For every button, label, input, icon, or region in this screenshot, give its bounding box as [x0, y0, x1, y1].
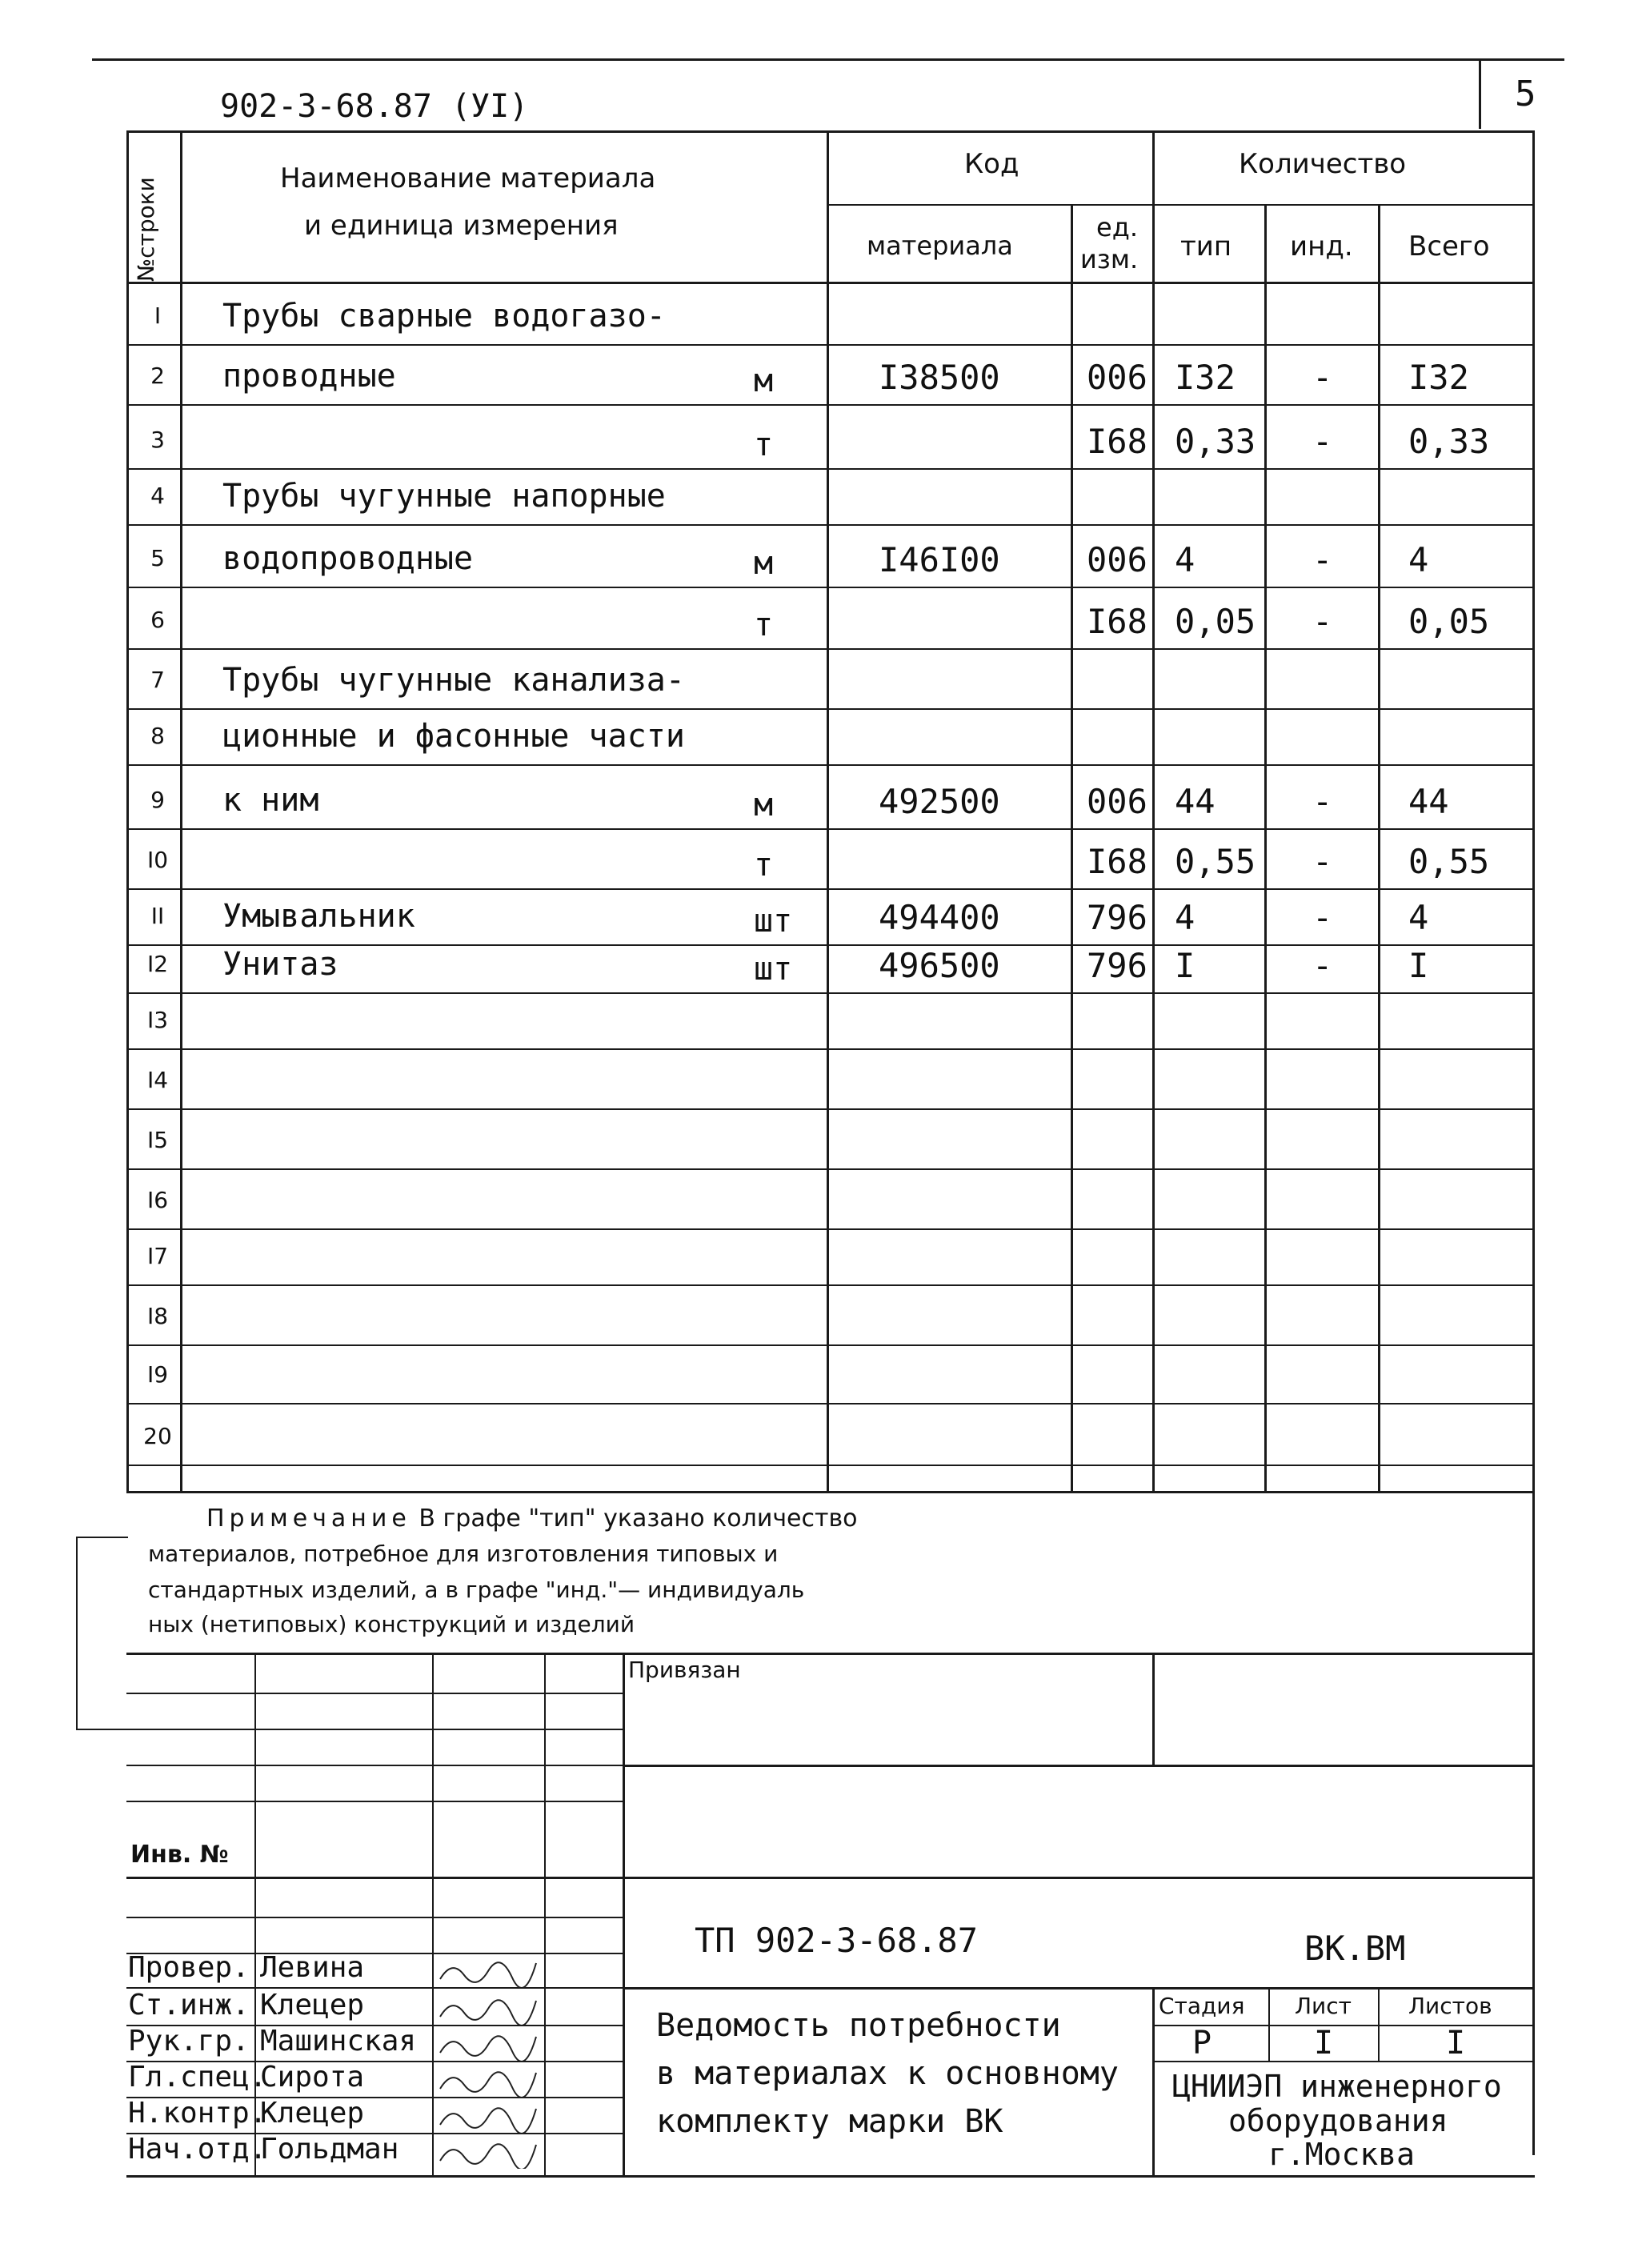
row-number: 3 — [150, 427, 165, 453]
qty-ind: - — [1312, 540, 1333, 579]
material-name: Трубы сварные водогазо- — [222, 298, 666, 335]
tb-line-6 — [126, 1801, 623, 1802]
row-divider — [126, 468, 1535, 470]
header-qty: Количество — [1239, 148, 1407, 180]
qty-tip: 0,05 — [1175, 602, 1256, 641]
row-divider — [126, 888, 1535, 890]
row-number: I — [154, 303, 162, 329]
row-number: 9 — [150, 787, 165, 813]
signer-name: Сирота — [260, 2061, 365, 2094]
organization-line-3: г.Москва — [1268, 2137, 1416, 2172]
row-number: 6 — [150, 607, 165, 633]
note-line-3: стандартных изделий, а в графе "инд."— индивидуаль — [148, 1577, 805, 1603]
unit-code: 006 — [1087, 540, 1147, 579]
material-code: I38500 — [879, 358, 1000, 397]
signer-role: Гл.спец. — [128, 2061, 267, 2094]
unit-code: 796 — [1087, 946, 1147, 985]
unit-code: I68 — [1087, 842, 1147, 881]
row-number: 5 — [150, 545, 165, 571]
tb-bottom-line — [126, 2175, 1535, 2178]
header-unit: ед. — [1096, 212, 1138, 242]
header-code: Код — [964, 148, 1019, 180]
row-divider — [126, 344, 1535, 346]
row-number: II — [150, 903, 165, 929]
page-number-divider — [1479, 58, 1481, 129]
tb-line-1 — [126, 1653, 1535, 1655]
tb-vline-4 — [623, 1653, 625, 2175]
row-divider — [126, 1284, 1535, 1286]
tb-vline-5 — [1152, 1653, 1155, 1765]
unit-code: I68 — [1087, 422, 1147, 461]
page-number: 5 — [1515, 74, 1536, 114]
unit-text: шт — [754, 903, 793, 940]
tb-vline-6 — [1152, 1987, 1155, 2175]
col-line-rownum — [180, 130, 182, 1491]
row-divider — [126, 992, 1535, 994]
row-number: I5 — [146, 1127, 169, 1153]
qty-ind: - — [1312, 602, 1333, 641]
qty-ind: - — [1312, 782, 1333, 821]
qty-tip: 0,55 — [1175, 842, 1256, 881]
note-line-4: ных (нетиповых) конструкций и изделий — [148, 1611, 635, 1637]
row-divider — [126, 1403, 1535, 1404]
note-line-1 — [206, 1505, 858, 1533]
material-code: 492500 — [879, 782, 1000, 821]
unit-code: 796 — [1087, 898, 1147, 937]
tb-vline-3 — [544, 1653, 546, 2175]
signer-name: Машинская — [260, 2025, 417, 2058]
table-top-border — [126, 130, 1535, 133]
row-number: I4 — [146, 1067, 169, 1093]
document-designation: ТП 902-3-68.87 — [695, 1921, 979, 1960]
header-material: материала — [867, 230, 1013, 261]
material-name: Унитаз — [222, 946, 338, 983]
material-name: Трубы чугунные напорные — [222, 478, 666, 515]
row-number: I6 — [146, 1187, 169, 1213]
header-name: Наименование материала — [280, 162, 656, 194]
unit-code: I68 — [1087, 602, 1147, 641]
tb-vline-7 — [1268, 1987, 1270, 2061]
row-divider — [126, 1168, 1535, 1170]
stage-value: Р — [1192, 2025, 1212, 2062]
tb-line-8 — [126, 1917, 623, 1918]
qty-total: 0,55 — [1408, 842, 1490, 881]
note-text-1: В графе "тип" указано количество — [411, 1505, 858, 1533]
row-divider — [126, 524, 1535, 526]
unit-text: м — [754, 787, 774, 823]
row-divider — [126, 764, 1535, 766]
qty-tip: I — [1175, 946, 1195, 985]
signature-mark — [436, 1955, 540, 1990]
organization-line-2: оборудования — [1228, 2103, 1448, 2138]
organization-line-1: ЦНИИЭП инженерного — [1172, 2069, 1502, 2104]
signature-mark — [436, 1993, 540, 2028]
tb-vline-2 — [432, 1653, 434, 2175]
qty-tip: 44 — [1175, 782, 1215, 821]
row-number: I7 — [146, 1243, 169, 1269]
qty-tip: 4 — [1175, 540, 1195, 579]
header-name-2: и единица измерения — [304, 210, 619, 242]
unit-text: т — [754, 427, 774, 463]
qty-tip: 0,33 — [1175, 422, 1256, 461]
signer-role: Ст.инж. — [128, 1989, 250, 2022]
document-mark: ВК.ВМ — [1304, 1929, 1406, 1968]
col-line-ind — [1378, 204, 1380, 1491]
signer-role: Рук.гр. — [128, 2025, 250, 2058]
sheet-header: Лист — [1295, 1993, 1352, 2019]
qty-total: I32 — [1408, 358, 1469, 397]
row-divider — [126, 1228, 1535, 1230]
top-border-line — [92, 58, 1564, 61]
material-name: ционные и фасонные части — [222, 718, 685, 755]
header-total: Всего — [1408, 230, 1490, 262]
col-line-material — [1071, 204, 1073, 1491]
header-unit-2: изм. — [1080, 244, 1139, 274]
signer-name: Левина — [260, 1951, 365, 1984]
material-name: водопроводные — [222, 540, 474, 577]
tb-line-2 — [126, 1693, 623, 1694]
tb-line-7 — [126, 1877, 1535, 1879]
material-code: 494400 — [879, 898, 1000, 937]
unit-text: м — [754, 363, 774, 399]
row-divider — [126, 1465, 1535, 1466]
sheets-value: I — [1446, 2025, 1466, 2062]
row-number: 20 — [143, 1423, 172, 1449]
header-rows: №строки — [133, 177, 159, 282]
unit-text: шт — [754, 951, 793, 988]
privyazan-label: Привязан — [628, 1657, 741, 1683]
row-number: I2 — [146, 951, 169, 977]
signer-name: Клецер — [260, 1989, 365, 2022]
row-divider — [126, 708, 1535, 710]
signature-mark — [436, 2029, 540, 2064]
material-name: к ним — [222, 782, 319, 819]
document-title-1: Ведомость потребности — [656, 2007, 1061, 2044]
signature-mark — [436, 2065, 540, 2100]
material-name: Трубы чугунные канализа- — [222, 662, 685, 699]
row-number: 4 — [150, 483, 165, 509]
sheets-header: Листов — [1408, 1993, 1492, 2019]
row-divider — [126, 648, 1535, 650]
margin-stub-line — [76, 1537, 128, 1538]
note-title: Примечание — [206, 1505, 411, 1533]
sheet-value: I — [1314, 2025, 1334, 2062]
qty-tip: I32 — [1175, 358, 1236, 397]
unit-code: 006 — [1087, 358, 1147, 397]
row-number: I0 — [146, 847, 169, 873]
tb-line-4 — [623, 1765, 1535, 1767]
material-code: 496500 — [879, 946, 1000, 985]
row-divider — [126, 587, 1535, 588]
tb-line-5 — [126, 1765, 623, 1766]
signer-name: Гольдман — [260, 2133, 399, 2166]
margin-stub-line-2 — [76, 1729, 128, 1730]
signature-mark — [436, 2137, 540, 2172]
qty-total: 44 — [1408, 782, 1449, 821]
row-number: 2 — [150, 363, 165, 389]
note-line-2: материалов, потребное для изготовления типовых и — [148, 1541, 779, 1567]
unit-code: 006 — [1087, 782, 1147, 821]
table-bottom-line — [126, 1491, 1535, 1493]
tb-line-10 — [623, 1987, 1535, 1990]
tb-vline-8 — [1378, 1987, 1380, 2061]
header-tip: тип — [1180, 230, 1232, 262]
header-bottom-line — [126, 282, 1535, 284]
row-number: I8 — [146, 1303, 169, 1329]
qty-tip: 4 — [1175, 898, 1195, 937]
qty-ind: - — [1312, 358, 1333, 397]
row-divider — [126, 1344, 1535, 1346]
margin-stub-vline — [76, 1537, 78, 1729]
qty-total: 0,33 — [1408, 422, 1490, 461]
tb-line-3 — [126, 1729, 623, 1730]
qty-ind: - — [1312, 422, 1333, 461]
unit-text: т — [754, 607, 774, 643]
row-divider — [126, 1108, 1535, 1110]
material-name: Умывальник — [222, 898, 415, 935]
row-number: I3 — [146, 1007, 169, 1033]
qty-total: 0,05 — [1408, 602, 1490, 641]
signer-role: Нач.отд. — [128, 2133, 267, 2166]
row-divider — [126, 1048, 1535, 1050]
unit-text: т — [754, 847, 774, 884]
signer-role: Н.контр. — [128, 2097, 267, 2130]
row-number: I9 — [146, 1361, 169, 1388]
document-title-3: комплекту марки ВК — [656, 2103, 1003, 2140]
header-ind: инд. — [1290, 230, 1353, 262]
col-line-tip — [1264, 204, 1267, 1491]
qty-ind: - — [1312, 898, 1333, 937]
document-reference: 902-3-68.87 (УI) — [220, 88, 529, 125]
qty-total: 4 — [1408, 898, 1429, 937]
row-number: 7 — [150, 667, 165, 693]
col-line-unit — [1152, 130, 1155, 1491]
signer-role: Провер. — [128, 1951, 250, 1984]
inventory-number-label: Инв. № — [130, 1841, 229, 1869]
header-mid-line — [827, 204, 1534, 206]
material-name: проводные — [222, 358, 396, 395]
row-divider — [126, 404, 1535, 406]
signature-mark — [436, 2101, 540, 2136]
qty-ind: - — [1312, 842, 1333, 881]
document-title-2: в материалах к основному — [656, 2055, 1119, 2092]
qty-total: I — [1408, 946, 1429, 985]
qty-total: 4 — [1408, 540, 1429, 579]
unit-text: м — [754, 545, 774, 582]
table-left-border — [126, 130, 129, 1491]
qty-ind: - — [1312, 946, 1333, 985]
material-code: I46I00 — [879, 540, 1000, 579]
col-line-name — [827, 130, 829, 1491]
row-number: 8 — [150, 723, 165, 749]
table-right-border — [1532, 130, 1535, 2155]
stage-header: Стадия — [1159, 1993, 1245, 2019]
row-divider — [126, 828, 1535, 830]
signer-name: Клецер — [260, 2097, 365, 2130]
